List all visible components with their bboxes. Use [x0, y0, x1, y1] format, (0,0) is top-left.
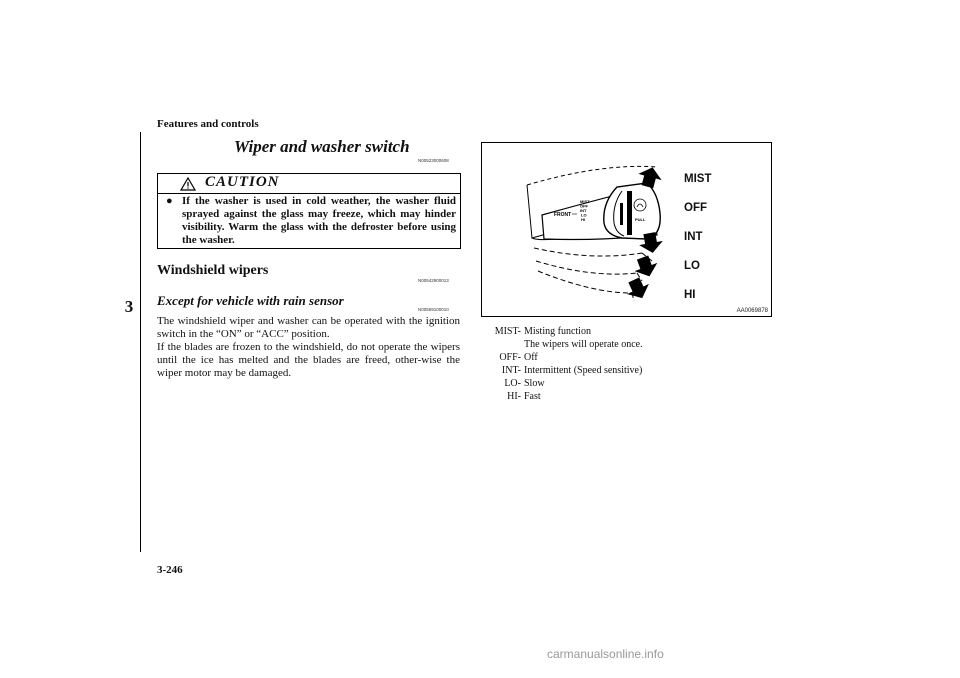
figure-label-lo: LO [684, 260, 700, 272]
caution-header [158, 174, 460, 194]
rain-sensor-heading: Except for vehicle with rain sensor [157, 293, 344, 308]
body-paragraph-1: The windshield wiper and washer can be operated with the ignition switch in the “ON” or “ACC” position. [157, 315, 460, 340]
bullet-icon: ● [166, 195, 173, 207]
figure-label-off: OFF [684, 202, 707, 214]
lo-arrow-icon [631, 253, 660, 280]
section-header: Features and controls [157, 118, 259, 130]
watermark: carmanualsonline.info [547, 647, 664, 661]
stalk-mist-label: MIST [580, 199, 590, 204]
stalk-off-label: OFF [580, 203, 588, 209]
figure-code: AA0069878 [736, 308, 768, 314]
stalk-hi-label: HI [581, 217, 585, 222]
legend-key-off: OFF- [499, 352, 521, 363]
legend-value-mist: Misting function [524, 326, 591, 337]
front-label: FRONT [554, 212, 572, 218]
wiper-stalk-illustration [482, 143, 771, 316]
legend-sub-mist: The wipers will operate once. [524, 339, 643, 350]
legend-value-hi: Fast [524, 391, 541, 402]
windshield-wipers-heading: Windshield wipers [157, 263, 269, 278]
page-number: 3-246 [157, 564, 183, 576]
page-title-text: Wiper and washer switch [234, 137, 410, 156]
title-code: N00523000608 [418, 158, 449, 163]
wiper-switch-figure [481, 142, 772, 317]
chapter-divider [140, 132, 141, 552]
pull-label: PULL [635, 217, 646, 222]
caution-title: CAUTION [205, 174, 280, 190]
windshield-code: N00542900013 [418, 278, 449, 283]
body-paragraph-2: If the blades are frozen to the windshield, do not operate the wipers until the ice has melted and the blades are freed, other-wise the wiper motor may be damaged. [157, 341, 460, 379]
figure-label-mist: MIST [684, 173, 712, 185]
legend-key-int: INT- [501, 365, 521, 376]
legend-value-int: Intermittent (Speed sensitive) [524, 365, 643, 376]
chapter-tab: 3 [124, 297, 134, 316]
stalk-lo-label: LO [581, 212, 587, 218]
legend-value-off: Off [524, 352, 538, 363]
rain-sensor-code: N00569100010 [418, 307, 449, 312]
legend-key-lo: LO- [504, 378, 521, 389]
figure-label-int: INT [684, 231, 703, 243]
body-text [157, 315, 460, 380]
figure-label-hi: HI [684, 289, 696, 301]
warning-triangle-icon [180, 177, 196, 191]
caution-box [157, 173, 461, 249]
stalk-int-label: INT [580, 208, 587, 213]
caution-text: If the washer is used in cold weather, the washer fluid sprayed against the glass may freeze, which may hinder visibility. Warm the glass with the defroster before using the washer. [182, 195, 456, 246]
caution-body [166, 195, 456, 247]
hi-arrow-icon [623, 275, 653, 303]
legend-key-mist: MIST- [494, 326, 521, 337]
page-title [234, 137, 410, 157]
legend-key-hi: HI- [507, 391, 521, 402]
legend-value-lo: Slow [524, 378, 545, 389]
